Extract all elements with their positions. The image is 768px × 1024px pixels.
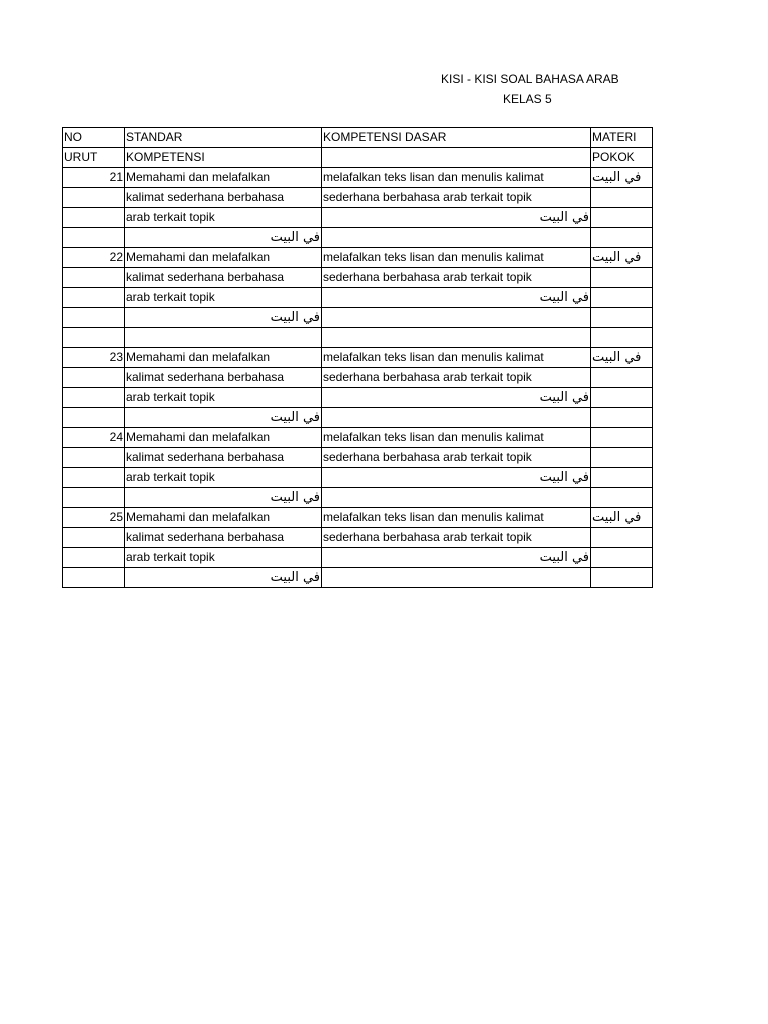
header-no: NO <box>63 128 125 148</box>
standar-kompetensi-text: kalimat sederhana berbahasa <box>125 368 322 388</box>
table-row <box>63 248 653 268</box>
standar-kompetensi-text: arab terkait topik <box>125 388 322 408</box>
table-row <box>63 548 653 568</box>
item-number: 25 <box>63 508 125 528</box>
kompetensi-dasar-text: melafalkan teks lisan dan menulis kalimat <box>322 508 591 528</box>
item-number: 23 <box>63 348 125 368</box>
kompetensi-dasar-text: melafalkan teks lisan dan menulis kalimat <box>322 428 591 448</box>
table-row <box>63 368 653 388</box>
table-row <box>63 468 653 488</box>
table-row <box>63 428 653 448</box>
table-row <box>63 568 653 588</box>
standar-kompetensi-text: arab terkait topik <box>125 548 322 568</box>
standar-kompetensi-text: kalimat sederhana berbahasa <box>125 188 322 208</box>
standar-kompetensi-arabic: في البيت <box>125 488 322 508</box>
header-row <box>63 148 653 168</box>
kompetensi-dasar-arabic: في البيت <box>322 288 591 308</box>
document-title: KISI - KISI SOAL BAHASA ARAB <box>441 72 619 86</box>
kompetensi-dasar-text: sederhana berbahasa arab terkait topik <box>322 268 591 288</box>
standar-kompetensi-text: arab terkait topik <box>125 208 322 228</box>
table-row <box>63 228 653 248</box>
kompetensi-dasar-text: melafalkan teks lisan dan menulis kalimat <box>322 348 591 368</box>
materi-pokok: في البيت <box>591 348 653 368</box>
materi-pokok <box>591 428 653 448</box>
header-no: URUT <box>63 148 125 168</box>
item-number: 24 <box>63 428 125 448</box>
standar-kompetensi-arabic: في البيت <box>125 408 322 428</box>
table-row <box>63 188 653 208</box>
header-kd <box>322 148 591 168</box>
kompetensi-dasar-text: sederhana berbahasa arab terkait topik <box>322 188 591 208</box>
materi-pokok: في البيت <box>591 248 653 268</box>
kompetensi-dasar-text: melafalkan teks lisan dan menulis kalimat <box>322 168 591 188</box>
table-row <box>63 408 653 428</box>
empty-row <box>63 328 653 348</box>
header-standar: KOMPETENSI <box>125 148 322 168</box>
table-row <box>63 348 653 368</box>
table-row <box>63 208 653 228</box>
standar-kompetensi-text: kalimat sederhana berbahasa <box>125 268 322 288</box>
header-standar: STANDAR <box>125 128 322 148</box>
standar-kompetensi-text: Memahami dan melafalkan <box>125 428 322 448</box>
standar-kompetensi-text: kalimat sederhana berbahasa <box>125 528 322 548</box>
materi-pokok: في البيت <box>591 168 653 188</box>
standar-kompetensi-text: Memahami dan melafalkan <box>125 248 322 268</box>
header-row <box>63 128 653 148</box>
item-number: 22 <box>63 248 125 268</box>
kompetensi-dasar-arabic: في البيت <box>322 208 591 228</box>
standar-kompetensi-text: arab terkait topik <box>125 288 322 308</box>
header-materi: POKOK <box>591 148 653 168</box>
kompetensi-dasar-arabic: في البيت <box>322 468 591 488</box>
table-row <box>63 268 653 288</box>
materi-pokok: في البيت <box>591 508 653 528</box>
table-row <box>63 168 653 188</box>
kompetensi-dasar-arabic: في البيت <box>322 388 591 408</box>
table-row <box>63 508 653 528</box>
header-materi: MATERI <box>591 128 653 148</box>
table-row <box>63 308 653 328</box>
table-row <box>63 528 653 548</box>
kompetensi-dasar-arabic: في البيت <box>322 548 591 568</box>
standar-kompetensi-text: Memahami dan melafalkan <box>125 508 322 528</box>
header-kd: KOMPETENSI DASAR <box>322 128 591 148</box>
table-row <box>63 488 653 508</box>
kompetensi-dasar-text: sederhana berbahasa arab terkait topik <box>322 528 591 548</box>
kompetensi-dasar-text: sederhana berbahasa arab terkait topik <box>322 448 591 468</box>
standar-kompetensi-arabic: في البيت <box>125 228 322 248</box>
standar-kompetensi-arabic: في البيت <box>125 568 322 588</box>
standar-kompetensi-text: arab terkait topik <box>125 468 322 488</box>
table-row <box>63 388 653 408</box>
kisi-table <box>62 127 653 588</box>
document-subtitle: KELAS 5 <box>503 92 552 106</box>
standar-kompetensi-arabic: في البيت <box>125 308 322 328</box>
kompetensi-dasar-text: melafalkan teks lisan dan menulis kalimat <box>322 248 591 268</box>
standar-kompetensi-text: kalimat sederhana berbahasa <box>125 448 322 468</box>
kompetensi-dasar-text: sederhana berbahasa arab terkait topik <box>322 368 591 388</box>
table-row <box>63 288 653 308</box>
item-number: 21 <box>63 168 125 188</box>
standar-kompetensi-text: Memahami dan melafalkan <box>125 168 322 188</box>
table-row <box>63 448 653 468</box>
standar-kompetensi-text: Memahami dan melafalkan <box>125 348 322 368</box>
